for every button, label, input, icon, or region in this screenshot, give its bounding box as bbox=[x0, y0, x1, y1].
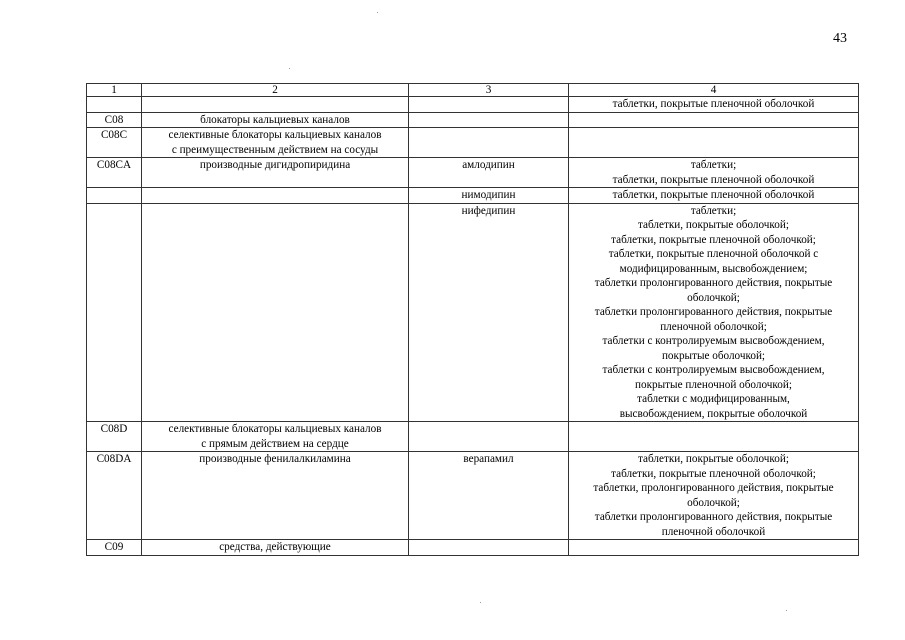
group-name-cell bbox=[142, 158, 409, 188]
dosage-form-line: таблетки пролонгированного действия, покрытые bbox=[594, 306, 833, 318]
dosage-form-line: таблетки пролонгированного действия, покрытые bbox=[594, 511, 833, 523]
dosage-form-line: модифицированным, высвобождением; bbox=[619, 262, 808, 275]
dosage-forms-cell bbox=[569, 422, 859, 452]
header-cell: 3 bbox=[409, 84, 569, 97]
atc-code-cell bbox=[87, 188, 142, 204]
dosage-form-line: оболочкой; bbox=[687, 496, 740, 509]
dosage-form-line: высвобождением, покрытые оболочкой bbox=[619, 407, 808, 420]
dosage-forms-cell bbox=[569, 188, 859, 204]
dosage-form-line: таблетки, покрытые оболочкой; bbox=[638, 219, 789, 231]
atc-code-cell: C09 bbox=[87, 540, 142, 556]
scan-speck bbox=[786, 610, 787, 611]
group-name-cell bbox=[142, 128, 409, 158]
dosage-form-line: таблетки, покрытые пленочной оболочкой; bbox=[611, 233, 816, 246]
group-name-line: производные фенилалкиламина bbox=[199, 453, 351, 465]
group-name-cell bbox=[142, 97, 409, 113]
group-name-line: производные дигидропиридина bbox=[199, 159, 351, 171]
dosage-form-line: таблетки; bbox=[690, 159, 737, 171]
dosage-forms-cell bbox=[569, 540, 859, 556]
dosage-form-line: таблетки, покрытые пленочной оболочкой bbox=[612, 98, 815, 110]
substance-cell: верапамил bbox=[409, 452, 569, 540]
dosage-form-line: таблетки, покрытые пленочной оболочкой; bbox=[611, 467, 816, 480]
dosage-form-line: таблетки с контролируемым высвобождением, bbox=[602, 364, 825, 376]
group-name-cell bbox=[142, 540, 409, 556]
group-name-cell bbox=[142, 452, 409, 540]
group-name-cell bbox=[142, 188, 409, 204]
group-name-line: с прямым действием на сердце bbox=[201, 437, 349, 450]
table-row bbox=[87, 452, 859, 540]
dosage-form-line: таблетки, покрытые пленочной оболочкой bbox=[612, 173, 815, 186]
dosage-form-line: таблетки с модифицированным, bbox=[637, 393, 790, 405]
table-row bbox=[87, 97, 859, 113]
atc-code-cell: C08DA bbox=[87, 452, 142, 540]
substance-cell bbox=[409, 112, 569, 128]
table-body bbox=[87, 84, 859, 556]
substance-cell bbox=[409, 128, 569, 158]
group-name-line: блокаторы кальциевых каналов bbox=[200, 113, 350, 126]
page-number: 43 bbox=[833, 31, 847, 46]
atc-code-cell bbox=[87, 203, 142, 422]
substance-cell bbox=[409, 97, 569, 113]
dosage-forms-cell bbox=[569, 158, 859, 188]
substance-cell bbox=[409, 540, 569, 556]
drug-table bbox=[86, 83, 859, 556]
atc-code-cell: C08D bbox=[87, 422, 142, 452]
dosage-form-line: пленочной оболочкой; bbox=[660, 320, 767, 333]
group-name-cell bbox=[142, 203, 409, 422]
scan-speck bbox=[480, 602, 481, 603]
table-row bbox=[87, 128, 859, 158]
dosage-forms-cell bbox=[569, 128, 859, 158]
header-row bbox=[87, 84, 859, 97]
substance-cell: нимодипин bbox=[409, 188, 569, 204]
substance-cell: нифедипин bbox=[409, 203, 569, 422]
atc-code-cell: C08 bbox=[87, 112, 142, 128]
atc-code-cell: C08CA bbox=[87, 158, 142, 188]
dosage-form-line: таблетки; bbox=[690, 204, 737, 217]
group-name-line: средства, действующие bbox=[219, 541, 331, 553]
table-row bbox=[87, 203, 859, 422]
header-cell: 4 bbox=[569, 84, 859, 97]
table-row bbox=[87, 112, 859, 128]
dosage-forms-cell bbox=[569, 452, 859, 540]
table-row bbox=[87, 540, 859, 556]
dosage-forms-cell bbox=[569, 97, 859, 113]
group-name-line: с преимущественным действием на сосуды bbox=[171, 143, 379, 156]
substance-cell: амлодипин bbox=[409, 158, 569, 188]
table-row bbox=[87, 158, 859, 188]
group-name-line: селективные блокаторы кальциевых каналов bbox=[168, 129, 382, 141]
scan-speck bbox=[289, 68, 290, 69]
dosage-form-line: покрытые оболочкой; bbox=[661, 349, 766, 362]
dosage-forms-cell bbox=[569, 112, 859, 128]
dosage-form-line: покрытые пленочной оболочкой; bbox=[635, 378, 792, 391]
dosage-form-line: таблетки пролонгированного действия, покрытые bbox=[594, 277, 833, 289]
group-name-cell bbox=[142, 112, 409, 128]
dosage-form-line: таблетки, покрытые пленочной оболочкой с bbox=[608, 248, 819, 260]
group-name-cell bbox=[142, 422, 409, 452]
group-name-line: селективные блокаторы кальциевых каналов bbox=[168, 423, 382, 435]
dosage-form-line: таблетки, пролонгированного действия, покрытые bbox=[593, 482, 834, 494]
header-cell: 1 bbox=[87, 84, 142, 97]
dosage-form-line: таблетки, покрытые пленочной оболочкой bbox=[612, 189, 815, 201]
atc-code-cell bbox=[87, 97, 142, 113]
header-cell: 2 bbox=[142, 84, 409, 97]
scan-speck bbox=[377, 12, 378, 13]
dosage-form-line: таблетки с контролируемым высвобождением, bbox=[602, 335, 825, 347]
atc-code-cell: C08C bbox=[87, 128, 142, 158]
dosage-forms-cell bbox=[569, 203, 859, 422]
dosage-form-line: таблетки, покрытые оболочкой; bbox=[638, 453, 789, 465]
dosage-form-line: пленочной оболочкой bbox=[661, 525, 766, 538]
dosage-form-line: оболочкой; bbox=[687, 291, 740, 304]
substance-cell bbox=[409, 422, 569, 452]
table-row bbox=[87, 422, 859, 452]
table-row bbox=[87, 188, 859, 204]
